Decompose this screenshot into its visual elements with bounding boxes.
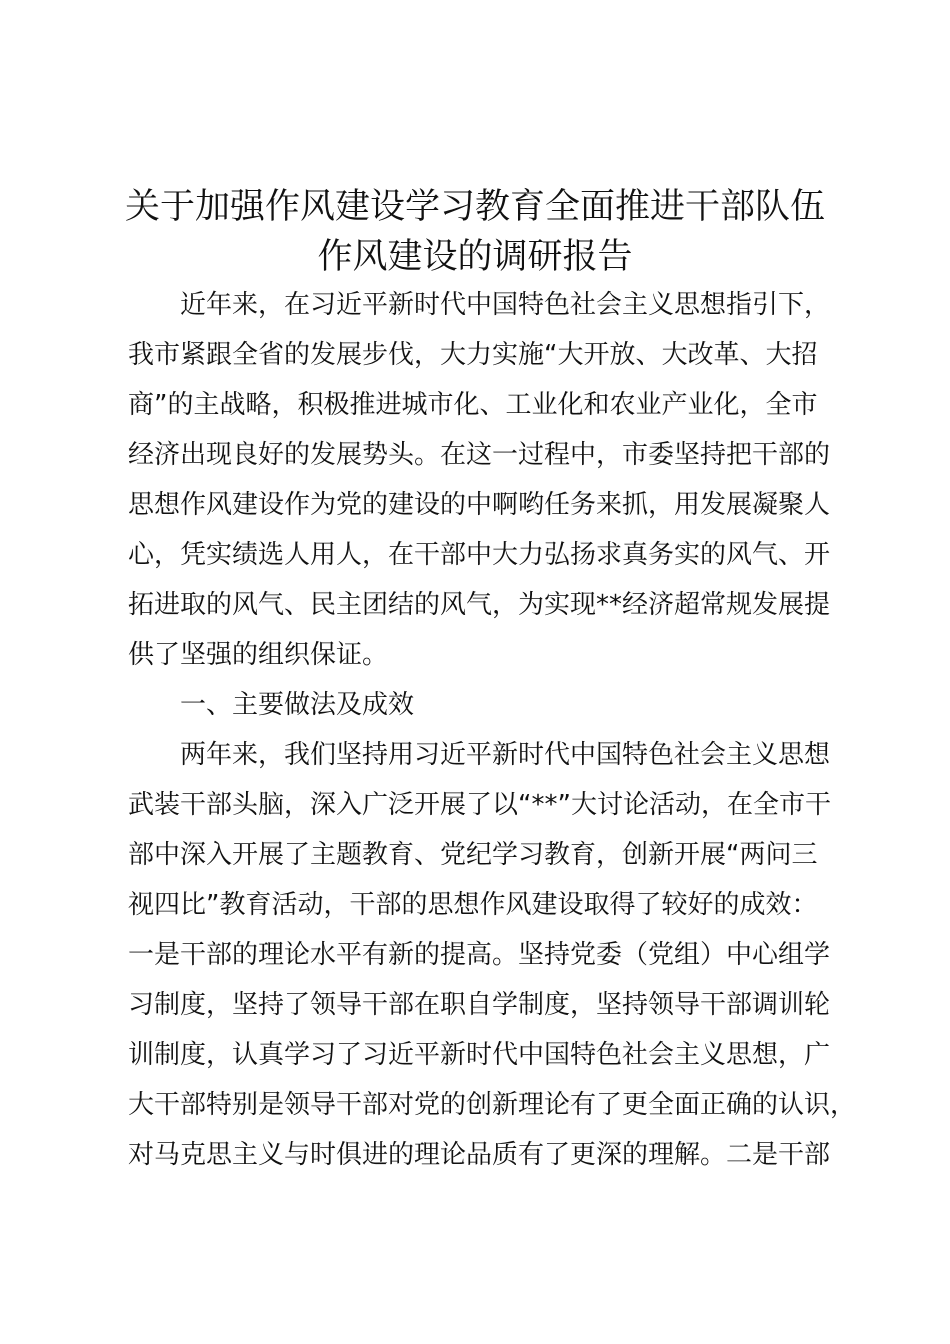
text-line: 心，凭实绩选人用人，在干部中大力弘扬求真务实的风气、开 — [128, 540, 831, 570]
paragraph-intro — [128, 280, 840, 680]
text-line: 供了坚强的组织保证。 — [128, 640, 389, 670]
text-line: 对马克思主义与时俱进的理论品质有了更深的理解。二是干部 — [128, 1140, 831, 1170]
text-line: 部中深入开展了主题教育、党纪学习教育，创新开展“两问三 — [128, 840, 818, 870]
text-line: 视四比”教育活动，干部的思想作风建设取得了较好的成效： — [128, 890, 818, 920]
section-heading — [128, 680, 840, 730]
text-line: 一是干部的理论水平有新的提高。坚持党委（党组）中心组学 — [128, 940, 831, 970]
document-body — [128, 280, 857, 1180]
text-line: 习制度，坚持了领导干部在职自学制度，坚持领导干部调训轮 — [128, 990, 831, 1020]
text-line: 训制度，认真学习了习近平新时代中国特色社会主义思想，广 — [128, 1040, 831, 1070]
text-line: 经济出现良好的发展势头。在这一过程中，市委坚持把干部的 — [128, 440, 831, 470]
document-title — [100, 182, 850, 282]
text-line: 我市紧跟全省的发展步伐，大力实施“大开放、大改革、大招 — [128, 340, 818, 370]
text-line: 大干部特别是领导干部对党的创新理论有了更全面正确的认识， — [128, 1090, 857, 1120]
text-line: 两年来，我们坚持用习近平新时代中国特色社会主义思想 — [180, 740, 831, 770]
text-line: 近年来，在习近平新时代中国特色社会主义思想指引下， — [180, 290, 831, 320]
text-line: 拓进取的风气、民主团结的风气，为实现**经济超常规发展提 — [128, 590, 831, 620]
heading-text: 一、主要做法及成效 — [180, 690, 415, 720]
title-line: 关于加强作风建设学习教育全面推进干部队伍 — [124, 187, 825, 227]
paragraph-main — [128, 730, 857, 1180]
text-line: 思想作风建设作为党的建设的中啊哟任务来抓，用发展凝聚人 — [128, 490, 831, 520]
title-line: 作风建设的调研报告 — [317, 237, 633, 277]
text-line: 商”的主战略，积极推进城市化、工业化和农业产业化，全市 — [128, 390, 818, 420]
text-line: 武装干部头脑，深入广泛开展了以“**”大讨论活动，在全市干 — [128, 790, 831, 820]
